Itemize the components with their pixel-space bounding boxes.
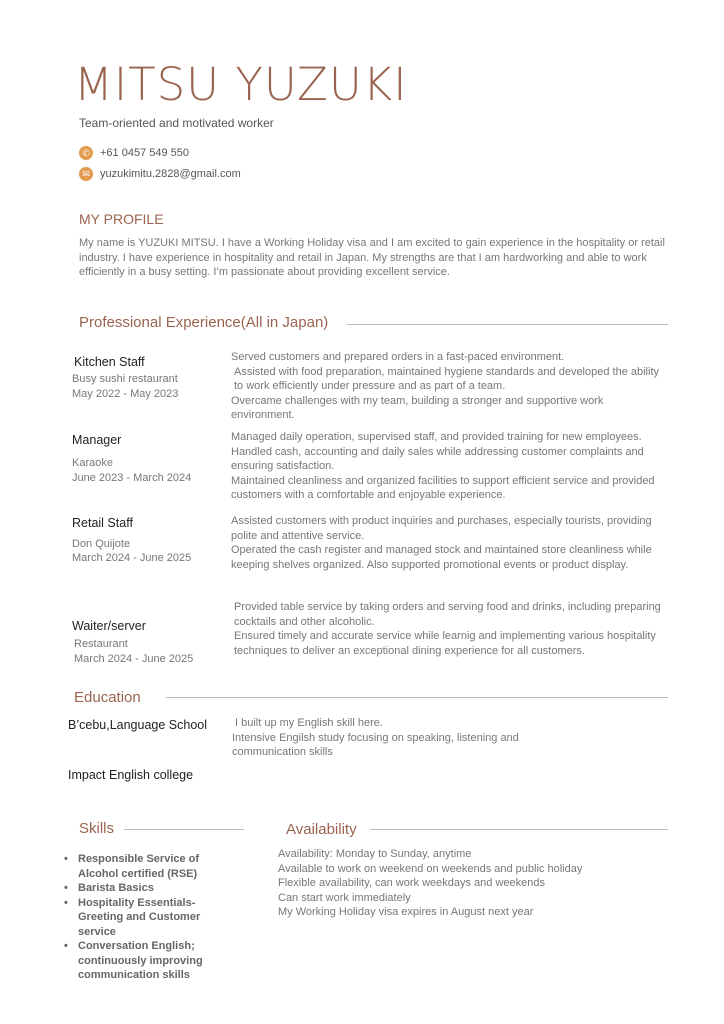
phone-row [79, 146, 189, 160]
skill-item: • Conversation English; continuously improving communication skills [63, 939, 223, 983]
job-dates: May 2022 - May 2023 [72, 388, 179, 400]
job-dates: March 2024 - June 2025 [74, 653, 194, 665]
divider [124, 829, 244, 830]
phone-icon: ✆ [79, 146, 93, 160]
phone: +61 0457 549 550 [100, 147, 190, 159]
job-description [231, 514, 666, 572]
profile-heading: MY PROFILE [79, 211, 164, 227]
applicant-name: MITSU YUZUKI [74, 58, 408, 111]
job-title: Kitchen Staff [74, 355, 145, 369]
school-name: Impact English college [68, 768, 194, 782]
desc-line: I built up my English skill here. [235, 717, 383, 729]
job-title: Waiter/server [72, 619, 146, 633]
desc-line: Operated the cash register and managed stock and maintained store cleanliness while keeping shelves organized. Also supported promotional events or product display. [231, 544, 652, 571]
availability-item: Can start work immediately [278, 891, 411, 904]
job-dates: June 2023 - March 2024 [72, 472, 192, 484]
divider [347, 324, 668, 325]
skills-list [63, 852, 223, 983]
email: yuzukimitu.2828@gmail.com [100, 168, 241, 180]
availability-heading: Availability [286, 821, 357, 838]
availability-list [278, 847, 658, 920]
skills-heading: Skills [79, 820, 115, 837]
availability-item: My Working Holiday visa expires in August next year [278, 906, 534, 919]
job-title: Retail Staff [72, 516, 133, 530]
job-title: Manager [72, 433, 122, 447]
job-company: Don Quijote [72, 538, 131, 550]
mail-icon: ✉ [79, 167, 93, 181]
job-description [231, 430, 666, 503]
skill-item: • Responsible Service of Alcohol certified (RSE) [63, 852, 223, 881]
job-description [231, 350, 666, 423]
desc-line: Overcame challenges with my team, building a stronger and supportive work environment. [231, 394, 604, 422]
school-name: B’cebu,Language School [68, 718, 208, 732]
skill-item: • Hospitality Essentials- Greeting and Customer service [63, 896, 223, 940]
desc-line: Ensured timely and accurate service while learnig and implementing various hospitality techniques to deliver an exceptional dining experience for all customers. [234, 630, 656, 657]
availability-item: Flexible availability, can work weekdays and weekends [278, 877, 545, 890]
job-company: Busy sushi restaurant [72, 373, 178, 385]
tagline: Team-oriented and motivated worker [79, 116, 274, 130]
job-description [234, 600, 664, 658]
desc-line: Assisted with food preparation, maintained hygiene standards and developed the ability to work efficiently under pressure and as part of a team. [234, 365, 659, 393]
availability-item: Availability: Monday to Sunday, anytime [278, 848, 472, 860]
desc-line: Managed daily operation, supervised staff, and provided training for new employees. Handled cash, accounting and daily sales while addressing customer complaints and ensuring satisfaction. [231, 431, 644, 473]
desc-line: Intensive Engilsh study focusing on speaking, listening and communication skills [232, 731, 519, 759]
experience-heading: Professional Experience(All in Japan) [79, 314, 329, 331]
job-company: Karaoke [72, 457, 113, 469]
divider [166, 697, 668, 698]
divider [370, 829, 668, 830]
email-row [79, 167, 241, 181]
desc-line: Served customers and prepared orders in a fast-paced environment. [231, 351, 565, 363]
desc-line: Maintained cleanliness and organized facilities to support efficient service and provided customers with a comfortable and enjoyable experience. [231, 474, 655, 502]
school-description [232, 716, 562, 760]
availability-item: Available to work on weekend on weekends and public holiday [278, 862, 583, 875]
profile-text: My name is YUZUKI MITSU. I have a Working Holiday visa and I am excited to gain experience in the hospitality or retail industry. I have experience in hospitality and retail in Japan. My strengths are that I am hardworking and able to work efficiently in a busy setting. I’m passionate about providing excellent service. [79, 237, 665, 279]
job-company: Restaurant [74, 638, 128, 650]
desc-line: Assisted customers with product inquiries and purchases, especially tourists, providing polite and attentive service. [231, 515, 652, 542]
job-dates: March 2024 - June 2025 [72, 552, 192, 564]
education-heading: Education [74, 689, 141, 706]
skill-item: • Barista Basics [63, 881, 223, 896]
desc-line: Provided table service by taking orders and serving food and drinks, including preparing cocktails and other alcoholic. [234, 601, 661, 628]
